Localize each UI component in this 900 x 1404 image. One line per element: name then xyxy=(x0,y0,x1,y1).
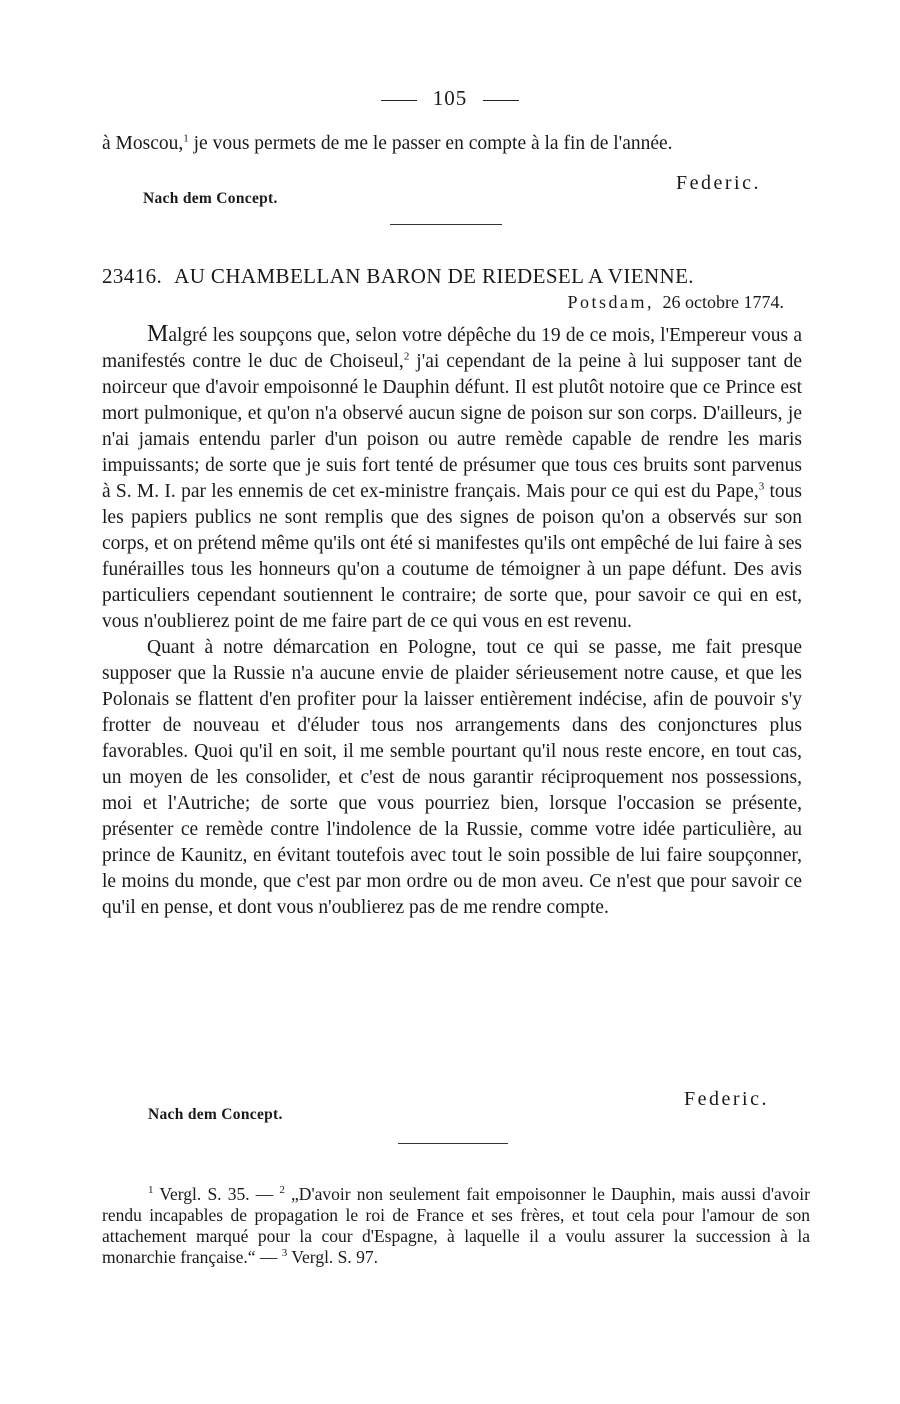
footnote-mark-2: 2 xyxy=(279,1184,285,1197)
footnote-mark-3: 3 xyxy=(281,1247,288,1260)
footnote-1: Vergl. S. 35. — xyxy=(153,1184,280,1204)
footnote-ref-2: 2 xyxy=(403,350,410,363)
previous-letter-source: Nach dem Concept. xyxy=(143,190,278,207)
footnote-ref-3: 3 xyxy=(758,480,765,493)
previous-letter-signature: Federic. xyxy=(676,172,761,194)
paragraph-initial: M xyxy=(147,321,169,347)
footnote-mark-1: 1 xyxy=(148,1184,154,1197)
footnote-3: Vergl. S. 97. xyxy=(287,1247,379,1267)
footnote-text xyxy=(102,1184,810,1268)
previous-letter-text-start: à Moscou, xyxy=(102,133,184,154)
letter-paragraph-2: Quant à notre démarcation en Pologne, tout ce qui se passe, me fait presque supposer que la Russie n'a aucune envie de plaider sérieusement notre cause, et que les Polonais se flattent d'en profiter pour la laisser entièrement indécise, afin de pouvoir s'y frotter de nouveau et d'éluder tous nos arrangements dans des conjonctures plus favorables. Quoi qu'il en soit, il me semble pourtant qu'il nous reste encore, en tout cas, un moyen de les consolider, et c'est de nous garantir réciproquement nos possessions, moi et l'Autriche; de sorte que vous pourriez bien, lorsque l'occasion se présente, présenter ce remède contre l'indolence de la Russie, comme votre idée particulière, au prince de Kaunitz, en évitant toutefois avec tout le soin possible de lui faire soupçonner, le moins du monde, que c'est par mon ordre ou de mon aveu. Ce n'est que pour savoir ce qu'il en pense, et dont vous n'oublierez pas de me rendre compte. xyxy=(102,637,802,918)
previous-letter-ending xyxy=(102,131,802,157)
header-dash-right xyxy=(483,100,519,101)
page-number: 105 xyxy=(432,86,468,110)
letter-date: 26 octobre 1774. xyxy=(662,292,784,312)
footnote-ref-1: 1 xyxy=(183,132,189,145)
paragraph-1-part-3: tous les papiers publics ne sont remplis que des signes de poison qu'on a observés sur son corps, et on prétend même qu'ils ont été si manifestes qu'ils ont empêché de lui faire à ses funérailles tous les honneurs qu'on a coutume de témoigner à un pape défunt. Des avis particuliers cependant soutiennent le contraire; de sorte que, pour savoir ce qui en est, vous n'oublierez point de me faire part de ce qui vous en est revenu. xyxy=(102,481,802,632)
paragraph-1-part-2: j'ai cependant de la peine à lui supposer tant de noirceur que d'avoir empoisonné le Dauphin défunt. Il est plutôt notoire que ce Prince est mort pulmonique, et qu'on n'a observé aucun signe de poison sur son corps. D'ailleurs, je n'ai jamais entendu parler d'un poison ou autre remède capable de rendre les maris impuissants; de sorte que je suis fort tenté de présumer que tous ces bruits sont parvenus à S. M. I. par les ennemis de cet ex-ministre français. Mais pour ce qui est du Pape, xyxy=(102,351,802,502)
previous-letter-text xyxy=(102,131,802,157)
letter-signature: Federic. xyxy=(684,1088,769,1110)
footnote-rule xyxy=(398,1143,508,1144)
page-header xyxy=(0,86,900,111)
letter-number: 23416. xyxy=(102,264,163,288)
separator-rule xyxy=(390,224,502,225)
footnotes xyxy=(102,1184,810,1268)
letter-heading xyxy=(102,264,802,289)
previous-letter-text-end: je vous permets de me le passer en compte à la fin de l'année. xyxy=(188,133,673,154)
letter-source: Nach dem Concept. xyxy=(148,1106,283,1123)
letter-paragraph-1 xyxy=(102,321,802,635)
paragraph-1-part-1: algré les soupçons que, selon votre dépêche du 19 de ce mois, l'Empereur vous a manifestés contre le duc de Choiseul, xyxy=(102,325,802,372)
letter-body xyxy=(102,321,802,921)
letter-dateline xyxy=(568,292,785,313)
letter-place: Potsdam, xyxy=(567,292,655,312)
footnote-2: „D'avoir non seulement fait empoisonner le Dauphin, mais aussi d'avoir rendu incapables de propagation le roi de France et ses frères, et tout cela pour l'amour de son attachement marqué pour la cour d'Espagne, à laquelle il a voulu assurer la succession à la monarchie française.“ — xyxy=(102,1184,810,1267)
letter-title: AU CHAMBELLAN BARON DE RIEDESEL A VIENNE. xyxy=(174,264,694,288)
header-dash-left xyxy=(381,100,417,101)
